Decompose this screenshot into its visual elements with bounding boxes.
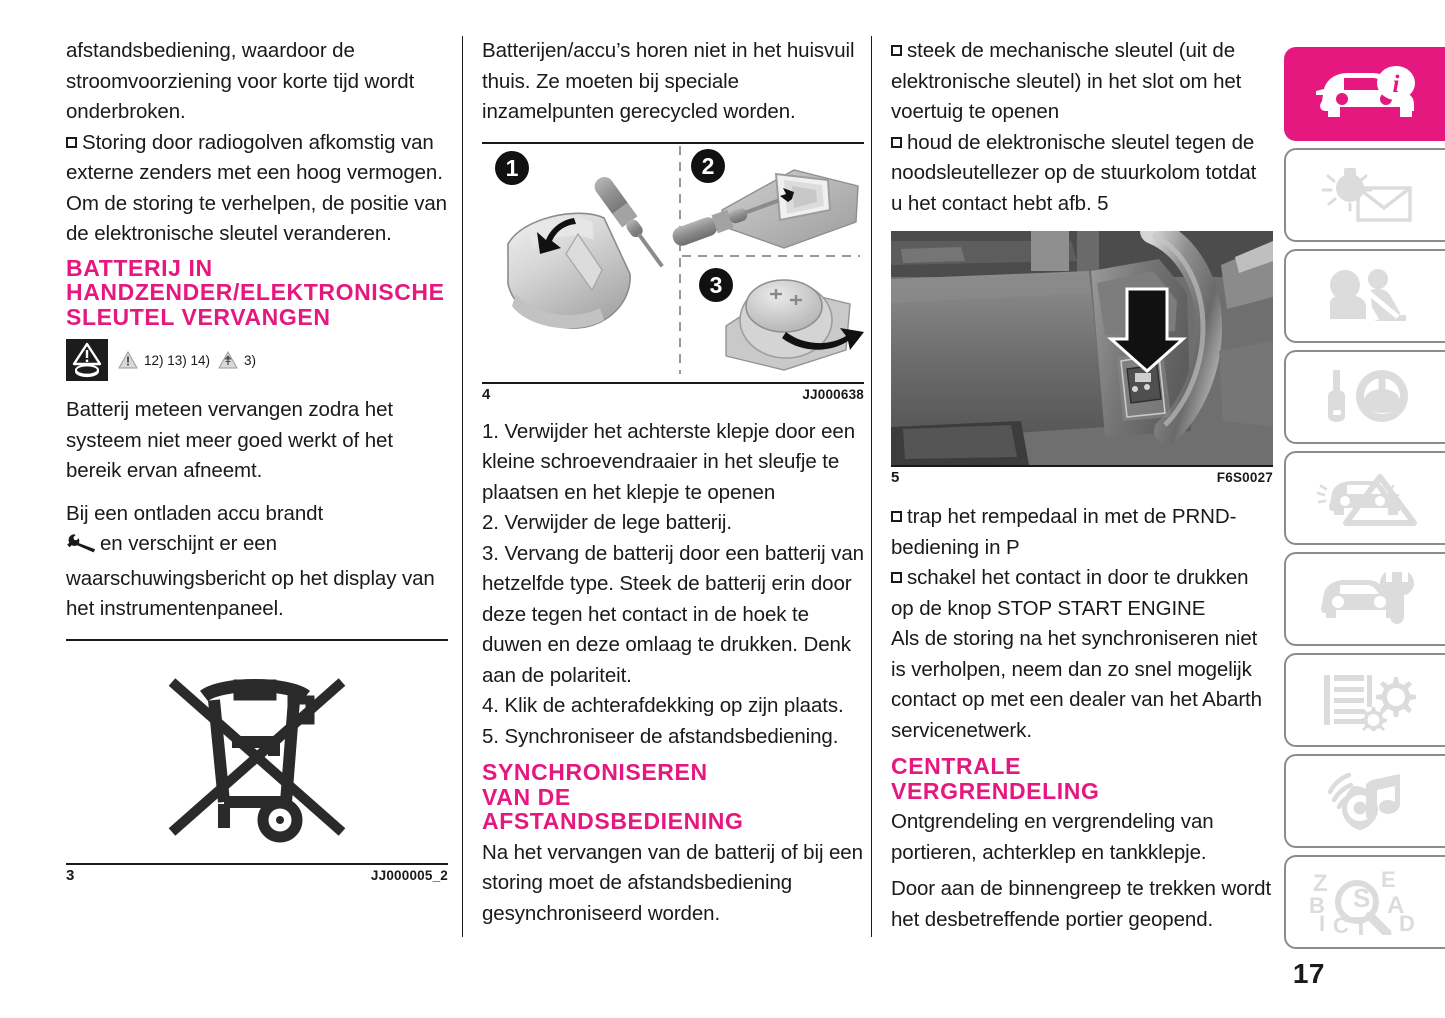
figure-3-caption [66, 865, 448, 884]
svg-text:S: S [1352, 883, 1370, 913]
middle-step-1: 1. Verwijder het achterste klepje door een kleine schroevendraaier in het sleufje te plaatsen en het klepje te openen [482, 419, 855, 504]
svg-text:1: 1 [505, 154, 519, 181]
battery-warning-symbol-icon [66, 339, 108, 381]
section-tabs-sidebar[interactable] [1284, 47, 1445, 956]
figure-5-code: F6S0027 [1216, 470, 1273, 485]
warning-reference-numbers: 12) 13) 14) [144, 352, 211, 368]
figure-5-caption [891, 467, 1273, 486]
left-paragraph-1: afstandsbediening, waardoor de stroomvoorziening voor korte tijd wordt onderbroken. [66, 39, 415, 123]
heading-line-1: BATTERIJ IN [66, 254, 213, 281]
svg-text:2: 2 [701, 152, 715, 179]
figure-5-number: 5 [891, 469, 900, 486]
figure-4-image [482, 144, 864, 382]
svg-text:B: B [1308, 893, 1325, 918]
multimedia-audio-icon [1314, 770, 1418, 832]
sidebar-tab-maintenance[interactable] [1284, 552, 1445, 646]
sidebar-tab-alphabetical-index[interactable] [1284, 855, 1445, 949]
middle-paragraph-1: Batterijen/accu’s horen niet in het huisvuil thuis. Ze moeten bij speciale inzamelpunten gerecycled worden. [482, 39, 855, 123]
square-bullet-icon [66, 137, 77, 148]
figure-4-code: JJ000638 [802, 386, 864, 402]
crossed-out-wheeled-bin-icon [152, 652, 362, 852]
heading-sync-line-3: AFSTANDSBEDIENING [482, 808, 744, 834]
technical-specifications-gears-icon [1314, 669, 1418, 731]
column-divider-right [871, 36, 872, 937]
middle-step-3: 3. Vervang de batterij door een batterij van hetzelfde type. Steek de batterij erin door deze tegen het contact in de hoek te duwen en deze omlaag te drukken. Denk aan de polariteit. [482, 541, 864, 687]
column-divider-left [462, 36, 463, 937]
heading-remote-synchronisation [482, 760, 864, 834]
environment-reference-number: 3) [244, 352, 257, 368]
passenger-safety-seatbelt-icon [1314, 265, 1418, 327]
left-bullet-1: Storing door radiogolven afkomstig van externe zenders met een hoog vermogen. [66, 130, 443, 184]
sidebar-tab-passenger-safety[interactable] [1284, 249, 1445, 343]
heading-sync-line-2: VAN DE [482, 783, 571, 810]
heading-central-locking [891, 754, 1273, 803]
right-bullet-2: houd de elektronische sleutel tegen de noodsleutellezer op de stuurkolom totdat u het contact hebt afb. 5 [891, 130, 1257, 215]
environment-warning-triangle-icon [218, 351, 238, 369]
figure-3-number: 3 [66, 866, 75, 884]
left-heading-wrapper [66, 256, 448, 330]
square-bullet-icon [891, 511, 902, 522]
left-paragraph-2: Om de storing te verhelpen, de positie van de elektronische sleutel veranderen. [66, 191, 447, 245]
figure-5-image [891, 231, 1273, 465]
square-bullet-icon [891, 572, 902, 583]
page-number: 17 [1292, 958, 1325, 989]
right-bullet-3: trap het rempedaal in met de PRND-bediening in P [891, 505, 1237, 559]
square-bullet-icon [891, 45, 902, 56]
sidebar-tab-car-info[interactable] [1284, 47, 1445, 141]
heading-line-3: SLEUTEL VERVANGEN [66, 303, 331, 330]
figure-3 [66, 639, 448, 884]
svg-text:C: C [1332, 913, 1349, 935]
dashboard-warning-lights-icon [1314, 164, 1418, 226]
alphabetical-index-search-icon [1307, 869, 1425, 935]
svg-text:E: E [1380, 869, 1396, 892]
figure-3-image [66, 641, 448, 863]
general-warning-triangle-icon [118, 351, 138, 369]
sidebar-tab-technical-specs[interactable] [1284, 653, 1445, 747]
left-paragraph-4-part2: en verschijnt er een waarschuwingsbericht op het display van het instrumentenpaneel. [66, 532, 435, 620]
figure-5 [891, 231, 1273, 486]
symbol-reference-row [66, 339, 448, 381]
left-paragraph-4 [66, 499, 448, 625]
right-paragraph-2: Ontgrendeling en vergrendeling van portieren, achterklep en tankklepje. [891, 810, 1214, 864]
svg-text:A: A [1386, 892, 1404, 919]
left-paragraph-3: Batterij meteen vervangen zodra het systeem niet meer goed werkt of het bereik ervan afneemt. [66, 398, 393, 482]
heading-line-2: HANDZENDER/ELEKTRONISCHE [66, 279, 445, 305]
middle-step-4: 4. Klik de achterafdekking op zijn plaats. [482, 694, 844, 717]
right-paragraph-3: Door aan de binnengreep te trekken wordt het desbetreffende portier geopend. [891, 877, 1272, 931]
heading-lock-line-2: VERGRENDELING [891, 777, 1100, 804]
figure-4-number: 4 [482, 385, 491, 403]
svg-text:T: T [1352, 911, 1369, 935]
left-column [66, 36, 448, 936]
svg-text:Z: Z [1312, 870, 1328, 897]
heading-battery-replacement [66, 256, 448, 330]
key-steering-wheel-icon [1314, 366, 1418, 428]
svg-text:i: i [1392, 71, 1399, 98]
emergency-hazard-triangle-icon [1314, 467, 1418, 529]
figure-3-code: JJ000005_2 [370, 867, 448, 883]
middle-step-5: 5. Synchroniseer de afstandsbediening. [482, 724, 839, 748]
middle-step-2: 2. Verwijder de lege batterij. [482, 511, 732, 534]
sidebar-tab-emergency[interactable] [1284, 451, 1445, 545]
figure-4-caption [482, 384, 864, 403]
sidebar-tab-multimedia[interactable] [1284, 754, 1445, 848]
wrench-service-icon [66, 532, 96, 564]
car-maintenance-wrench-icon [1314, 568, 1418, 630]
car-info-icon [1314, 63, 1418, 125]
figure-4 [482, 142, 864, 403]
square-bullet-icon [891, 137, 902, 148]
heading-lock-line-1: CENTRALE [891, 753, 1022, 779]
svg-text:D: D [1398, 911, 1415, 935]
left-paragraph-4-part1: Bij een ontladen accu brandt [66, 501, 324, 525]
svg-text:3: 3 [709, 271, 723, 298]
svg-text:I: I [1318, 911, 1325, 935]
right-paragraph-1: Als de storing na het synchroniseren niet is verholpen, neem dan zo snel mogelijk contact op met een dealer van het Abarth servicenetwerk. [891, 627, 1262, 742]
sidebar-tab-dashboard-warnings[interactable] [1284, 148, 1445, 242]
right-column [891, 36, 1273, 936]
right-bullet-1: steek de mechanische sleutel (uit de elektronische sleutel) in het slot om het voertuig te openen [891, 39, 1242, 123]
right-bullet-4: schakel het contact in door te drukken op de knop STOP START ENGINE [891, 566, 1249, 620]
middle-column [482, 36, 864, 936]
middle-paragraph-2: Na het vervangen van de batterij of bij een storing moet de afstandsbediening gesynchroniseerd worden. [482, 840, 863, 925]
sidebar-tab-key-steering[interactable] [1284, 350, 1445, 444]
heading-sync-line-1: SYNCHRONISEREN [482, 759, 708, 785]
